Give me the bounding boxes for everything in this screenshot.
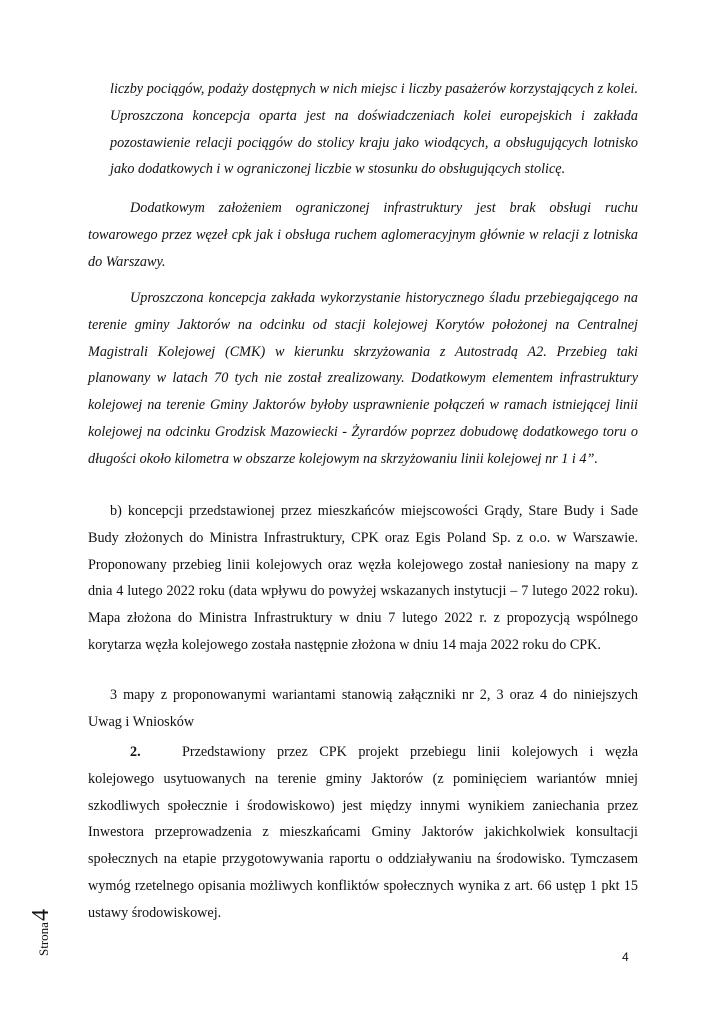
quote-paragraph-1 [88,76,638,183]
quote-paragraph-1-text: liczby pociągów, podaży dostępnych w nich miejsc i liczby pasażerów korzystających z kolei. Uproszczona koncepcja oparta jest na doświadczeniach kolei europejskich i zakłada pozostawienie relacji pociągów do stolicy kraju jako wiodących, a obsługujących lotnisko jako dodatkowych i w ograniczonej liczbie w stosunku do obsługujących stolicę. [110,81,638,178]
quote-paragraph-2 [88,195,638,275]
quote-paragraph-2-text: Dodatkowym założeniem ograniczonej infrastruktury jest brak obsługi ruchu towarowego przez węzeł cpk jak i obsługa ruchem aglomeracyjnym głównie w relacji z lotniska do Warszawy. [88,200,638,270]
point-2-body [88,739,638,927]
point-2-number: 2. [130,744,141,760]
side-page-label-text: Strona [36,922,51,956]
side-page-label [28,892,54,956]
point-b-text: b) koncepcji przedstawionej przez mieszkańców miejscowości Grądy, Stare Budy i Sade Budy złożonych do Ministra Infrastruktury, CPK oraz Egis Poland Sp. z o.o. w Warszawie. Proponowany przebieg linii kolejowych oraz węzła kolejowego został naniesiony na mapy z dnia 4 lutego 2022 roku (data wpływu do powyżej wskazanych instytucji – 7 lutego 2022 roku). Mapa złożona do Ministra Infrastruktury w dniu 7 lutego 2022 r. z propozycją wspólnego korytarza węzła kolejowego została następnie złożona w dniu 14 maja 2022 roku do CPK. [88,503,638,653]
maps-note-text: 3 mapy z proponowanymi wariantami stanowią załączniki nr 2, 3 oraz 4 do niniejszych Uwag i Wniosków [88,687,638,730]
quote-paragraph-3-text: Uproszczona koncepcja zakłada wykorzystanie historycznego śladu przebiegającego na terenie gminy Jaktorów na odcinku od stacji kolejowej Korytów położonej na Centralnej Magistrali Kolejowej (CMK) w kierunku skrzyżowania z Autostradą A2. Przebieg taki planowany w latach 70 tych nie został zrealizowany. Dodatkowym elementem infrastruktury kolejowej na terenie Gminy Jaktorów byłoby usprawnienie połączeń w ramach istniejącej linii kolejowej na odcinku Grodzisk Mazowiecki - Żyrardów poprzez dobudowę dodatkowego toru o długości około kilometra w obszarze kolejowym na skrzyżowaniu linii kolejowej nr 1 i 4”. [88,290,638,467]
point-b-paragraph [88,498,638,659]
quote-paragraph-3 [88,285,638,473]
side-page-label-number: 4 [28,909,54,922]
footer-page-number: 4 [622,950,629,964]
point-2-paragraph [88,739,638,927]
maps-note-paragraph [88,682,638,736]
point-2-text: Przedstawiony przez CPK projekt przebiegu linii kolejowych i węzła kolejowego usytuowanych na terenie gminy Jaktorów (z pominięciem wariantów mniej szkodliwych społecznie i środowiskowo) jest między innymi wynikiem zaniechania przez Inwestora przeprowadzenia z mieszkańcami Gminy Jaktorów jakichkolwiek konsultacji społecznych na etapie przygotowywania raportu o oddziaływaniu na środowisko. Tymczasem wymóg rzetelnego opisania możliwych konfliktów społecznych wynika z art. 66 ustęp 1 pkt 15 ustawy środowiskowej. [88,744,638,921]
